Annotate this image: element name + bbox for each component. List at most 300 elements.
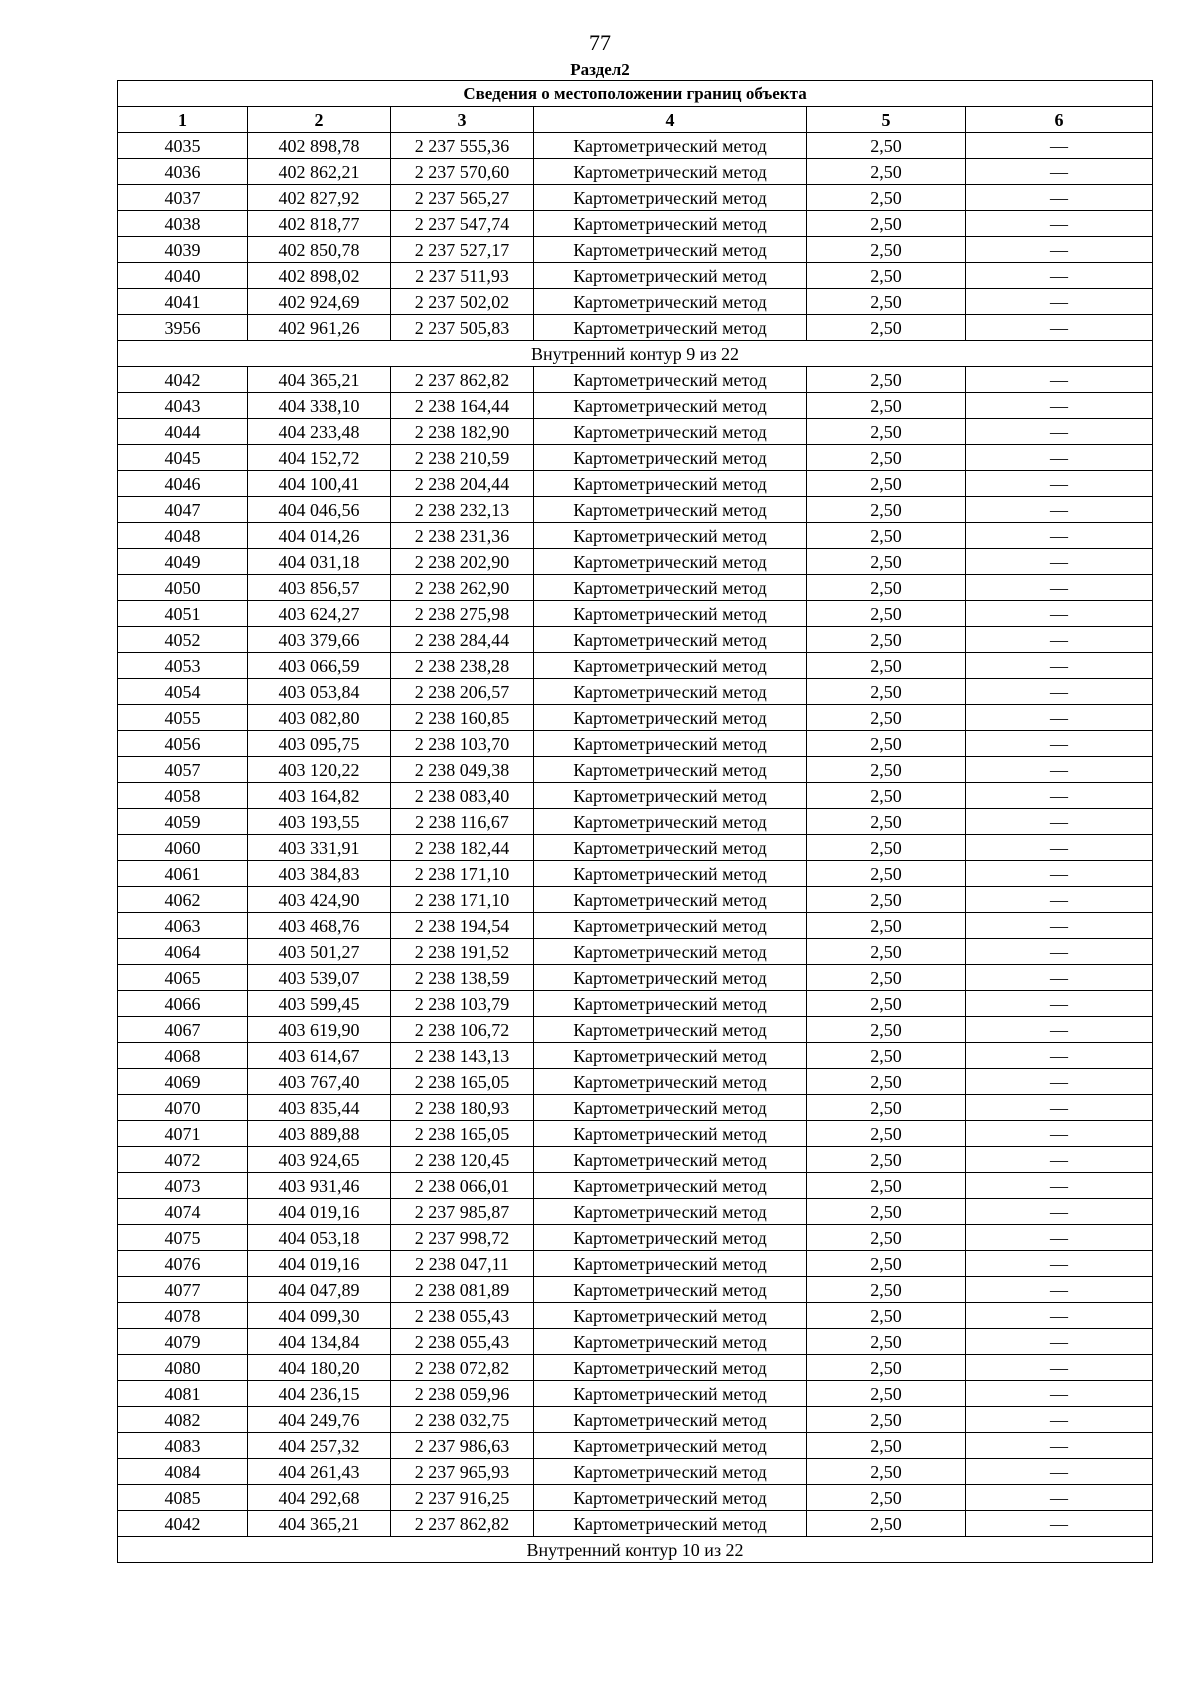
- precision-cell: 2,50: [807, 991, 966, 1017]
- table-row: [118, 133, 1153, 159]
- table-row: [118, 1381, 1153, 1407]
- method-cell: Картометрический метод: [534, 705, 807, 731]
- description-cell: —: [966, 731, 1153, 757]
- y-coordinate-cell: 2 238 238,28: [391, 653, 534, 679]
- point-number-cell: 4042: [118, 1511, 248, 1537]
- method-cell: Картометрический метод: [534, 939, 807, 965]
- precision-cell: 2,50: [807, 315, 966, 341]
- precision-cell: 2,50: [807, 1069, 966, 1095]
- table-body: [118, 133, 1153, 1563]
- y-coordinate-cell: 2 237 527,17: [391, 237, 534, 263]
- table-row: [118, 1511, 1153, 1537]
- x-coordinate-cell: 402 827,92: [248, 185, 391, 211]
- table-row: [118, 445, 1153, 471]
- method-cell: Картометрический метод: [534, 1303, 807, 1329]
- table-row: [118, 575, 1153, 601]
- x-coordinate-cell: 404 233,48: [248, 419, 391, 445]
- precision-cell: 2,50: [807, 783, 966, 809]
- method-cell: Картометрический метод: [534, 887, 807, 913]
- description-cell: —: [966, 861, 1153, 887]
- method-cell: Картометрический метод: [534, 185, 807, 211]
- y-coordinate-cell: 2 238 047,11: [391, 1251, 534, 1277]
- contour-label: Внутренний контур 10 из 22: [118, 1537, 1153, 1563]
- method-cell: Картометрический метод: [534, 159, 807, 185]
- y-coordinate-cell: 2 238 165,05: [391, 1121, 534, 1147]
- y-coordinate-cell: 2 238 232,13: [391, 497, 534, 523]
- table-row: [118, 991, 1153, 1017]
- description-cell: —: [966, 809, 1153, 835]
- description-cell: —: [966, 185, 1153, 211]
- method-cell: Картометрический метод: [534, 1147, 807, 1173]
- x-coordinate-cell: 404 257,32: [248, 1433, 391, 1459]
- x-coordinate-cell: 403 924,65: [248, 1147, 391, 1173]
- method-cell: Картометрический метод: [534, 523, 807, 549]
- point-number-cell: 4080: [118, 1355, 248, 1381]
- method-cell: Картометрический метод: [534, 549, 807, 575]
- method-cell: Картометрический метод: [534, 653, 807, 679]
- point-number-cell: 4041: [118, 289, 248, 315]
- table-row: [118, 1277, 1153, 1303]
- table-row: [118, 783, 1153, 809]
- description-cell: —: [966, 1303, 1153, 1329]
- method-cell: Картометрический метод: [534, 991, 807, 1017]
- description-cell: —: [966, 627, 1153, 653]
- point-number-cell: 4072: [118, 1147, 248, 1173]
- precision-cell: 2,50: [807, 367, 966, 393]
- x-coordinate-cell: 402 898,78: [248, 133, 391, 159]
- x-coordinate-cell: 403 767,40: [248, 1069, 391, 1095]
- description-cell: —: [966, 1173, 1153, 1199]
- table-row: [118, 263, 1153, 289]
- x-coordinate-cell: 404 031,18: [248, 549, 391, 575]
- column-header-row: [118, 107, 1153, 133]
- y-coordinate-cell: 2 238 284,44: [391, 627, 534, 653]
- point-number-cell: 4057: [118, 757, 248, 783]
- column-header: 2: [248, 107, 391, 133]
- x-coordinate-cell: 404 099,30: [248, 1303, 391, 1329]
- method-cell: Картометрический метод: [534, 601, 807, 627]
- x-coordinate-cell: 402 898,02: [248, 263, 391, 289]
- table-row: [118, 471, 1153, 497]
- table-row: [118, 1251, 1153, 1277]
- y-coordinate-cell: 2 238 160,85: [391, 705, 534, 731]
- method-cell: Картометрический метод: [534, 1225, 807, 1251]
- precision-cell: 2,50: [807, 1303, 966, 1329]
- description-cell: —: [966, 1511, 1153, 1537]
- method-cell: Картометрический метод: [534, 913, 807, 939]
- point-number-cell: 4035: [118, 133, 248, 159]
- point-number-cell: 4078: [118, 1303, 248, 1329]
- method-cell: Картометрический метод: [534, 1043, 807, 1069]
- method-cell: Картометрический метод: [534, 575, 807, 601]
- x-coordinate-cell: 403 856,57: [248, 575, 391, 601]
- x-coordinate-cell: 403 384,83: [248, 861, 391, 887]
- x-coordinate-cell: 402 924,69: [248, 289, 391, 315]
- y-coordinate-cell: 2 238 049,38: [391, 757, 534, 783]
- description-cell: —: [966, 1329, 1153, 1355]
- precision-cell: 2,50: [807, 445, 966, 471]
- contour-label: Внутренний контур 9 из 22: [118, 341, 1153, 367]
- x-coordinate-cell: 403 931,46: [248, 1173, 391, 1199]
- table-row: [118, 1095, 1153, 1121]
- table-row: [118, 731, 1153, 757]
- point-number-cell: 4085: [118, 1485, 248, 1511]
- y-coordinate-cell: 2 238 164,44: [391, 393, 534, 419]
- x-coordinate-cell: 404 019,16: [248, 1199, 391, 1225]
- precision-cell: 2,50: [807, 1043, 966, 1069]
- method-cell: Картометрический метод: [534, 263, 807, 289]
- precision-cell: 2,50: [807, 1459, 966, 1485]
- y-coordinate-cell: 2 238 072,82: [391, 1355, 534, 1381]
- precision-cell: 2,50: [807, 237, 966, 263]
- description-cell: —: [966, 1355, 1153, 1381]
- precision-cell: 2,50: [807, 1485, 966, 1511]
- method-cell: Картометрический метод: [534, 809, 807, 835]
- description-cell: —: [966, 367, 1153, 393]
- method-cell: Картометрический метод: [534, 1017, 807, 1043]
- method-cell: Картометрический метод: [534, 783, 807, 809]
- x-coordinate-cell: 403 614,67: [248, 1043, 391, 1069]
- table-title-row: [118, 81, 1153, 107]
- y-coordinate-cell: 2 238 180,93: [391, 1095, 534, 1121]
- point-number-cell: 4040: [118, 263, 248, 289]
- x-coordinate-cell: 403 599,45: [248, 991, 391, 1017]
- description-cell: —: [966, 315, 1153, 341]
- table-row: [118, 835, 1153, 861]
- x-coordinate-cell: 404 152,72: [248, 445, 391, 471]
- y-coordinate-cell: 2 238 171,10: [391, 887, 534, 913]
- precision-cell: 2,50: [807, 393, 966, 419]
- description-cell: —: [966, 237, 1153, 263]
- precision-cell: 2,50: [807, 575, 966, 601]
- x-coordinate-cell: 403 379,66: [248, 627, 391, 653]
- y-coordinate-cell: 2 237 986,63: [391, 1433, 534, 1459]
- description-cell: —: [966, 1199, 1153, 1225]
- description-cell: —: [966, 575, 1153, 601]
- method-cell: Картометрический метод: [534, 211, 807, 237]
- table-row: [118, 887, 1153, 913]
- y-coordinate-cell: 2 238 055,43: [391, 1303, 534, 1329]
- point-number-cell: 4054: [118, 679, 248, 705]
- method-cell: Картометрический метод: [534, 1173, 807, 1199]
- point-number-cell: 4079: [118, 1329, 248, 1355]
- boundary-coordinates-table: [117, 80, 1153, 1563]
- point-number-cell: 4053: [118, 653, 248, 679]
- y-coordinate-cell: 2 238 202,90: [391, 549, 534, 575]
- point-number-cell: 4063: [118, 913, 248, 939]
- method-cell: Картометрический метод: [534, 835, 807, 861]
- point-number-cell: 4051: [118, 601, 248, 627]
- y-coordinate-cell: 2 238 165,05: [391, 1069, 534, 1095]
- precision-cell: 2,50: [807, 601, 966, 627]
- x-coordinate-cell: 404 100,41: [248, 471, 391, 497]
- precision-cell: 2,50: [807, 263, 966, 289]
- method-cell: Картометрический метод: [534, 133, 807, 159]
- table-row: [118, 1017, 1153, 1043]
- x-coordinate-cell: 403 835,44: [248, 1095, 391, 1121]
- description-cell: —: [966, 471, 1153, 497]
- contour-row: [118, 1537, 1153, 1563]
- x-coordinate-cell: 403 193,55: [248, 809, 391, 835]
- y-coordinate-cell: 2 238 066,01: [391, 1173, 534, 1199]
- table-row: [118, 393, 1153, 419]
- point-number-cell: 4036: [118, 159, 248, 185]
- table-row: [118, 419, 1153, 445]
- description-cell: —: [966, 1017, 1153, 1043]
- table-row: [118, 1173, 1153, 1199]
- table-row: [118, 1459, 1153, 1485]
- method-cell: Картометрический метод: [534, 237, 807, 263]
- x-coordinate-cell: 404 047,89: [248, 1277, 391, 1303]
- x-coordinate-cell: 403 120,22: [248, 757, 391, 783]
- description-cell: —: [966, 991, 1153, 1017]
- description-cell: —: [966, 939, 1153, 965]
- table-row: [118, 367, 1153, 393]
- table-row: [118, 159, 1153, 185]
- method-cell: Картометрический метод: [534, 1277, 807, 1303]
- table-row: [118, 1355, 1153, 1381]
- x-coordinate-cell: 403 468,76: [248, 913, 391, 939]
- precision-cell: 2,50: [807, 627, 966, 653]
- table-row: [118, 1199, 1153, 1225]
- point-number-cell: 4052: [118, 627, 248, 653]
- table-row: [118, 1329, 1153, 1355]
- method-cell: Картометрический метод: [534, 289, 807, 315]
- table-row: [118, 315, 1153, 341]
- description-cell: —: [966, 601, 1153, 627]
- table-row: [118, 861, 1153, 887]
- description-cell: —: [966, 1095, 1153, 1121]
- description-cell: —: [966, 887, 1153, 913]
- table-row: [118, 237, 1153, 263]
- description-cell: —: [966, 653, 1153, 679]
- x-coordinate-cell: 403 624,27: [248, 601, 391, 627]
- y-coordinate-cell: 2 238 191,52: [391, 939, 534, 965]
- precision-cell: 2,50: [807, 1225, 966, 1251]
- y-coordinate-cell: 2 238 059,96: [391, 1381, 534, 1407]
- table-row: [118, 1303, 1153, 1329]
- column-header: 6: [966, 107, 1153, 133]
- method-cell: Картометрический метод: [534, 1069, 807, 1095]
- precision-cell: 2,50: [807, 1511, 966, 1537]
- description-cell: —: [966, 1121, 1153, 1147]
- description-cell: —: [966, 835, 1153, 861]
- method-cell: Картометрический метод: [534, 861, 807, 887]
- method-cell: Картометрический метод: [534, 315, 807, 341]
- y-coordinate-cell: 2 237 555,36: [391, 133, 534, 159]
- x-coordinate-cell: 402 818,77: [248, 211, 391, 237]
- y-coordinate-cell: 2 238 182,44: [391, 835, 534, 861]
- x-coordinate-cell: 403 082,80: [248, 705, 391, 731]
- precision-cell: 2,50: [807, 1433, 966, 1459]
- point-number-cell: 4047: [118, 497, 248, 523]
- y-coordinate-cell: 2 238 275,98: [391, 601, 534, 627]
- x-coordinate-cell: 403 095,75: [248, 731, 391, 757]
- precision-cell: 2,50: [807, 965, 966, 991]
- x-coordinate-cell: 403 331,91: [248, 835, 391, 861]
- precision-cell: 2,50: [807, 1355, 966, 1381]
- precision-cell: 2,50: [807, 159, 966, 185]
- precision-cell: 2,50: [807, 835, 966, 861]
- point-number-cell: 4044: [118, 419, 248, 445]
- point-number-cell: 4067: [118, 1017, 248, 1043]
- y-coordinate-cell: 2 238 138,59: [391, 965, 534, 991]
- point-number-cell: 4038: [118, 211, 248, 237]
- table-title: Сведения о местоположении границ объекта: [118, 81, 1153, 107]
- method-cell: Картометрический метод: [534, 757, 807, 783]
- point-number-cell: 4076: [118, 1251, 248, 1277]
- precision-cell: 2,50: [807, 731, 966, 757]
- point-number-cell: 4061: [118, 861, 248, 887]
- precision-cell: 2,50: [807, 1147, 966, 1173]
- description-cell: —: [966, 1277, 1153, 1303]
- method-cell: Картометрический метод: [534, 1329, 807, 1355]
- y-coordinate-cell: 2 238 120,45: [391, 1147, 534, 1173]
- table-row: [118, 1407, 1153, 1433]
- column-header: 1: [118, 107, 248, 133]
- precision-cell: 2,50: [807, 1199, 966, 1225]
- precision-cell: 2,50: [807, 289, 966, 315]
- description-cell: —: [966, 783, 1153, 809]
- description-cell: —: [966, 1225, 1153, 1251]
- y-coordinate-cell: 2 238 106,72: [391, 1017, 534, 1043]
- y-coordinate-cell: 2 238 143,13: [391, 1043, 534, 1069]
- precision-cell: 2,50: [807, 419, 966, 445]
- x-coordinate-cell: 403 066,59: [248, 653, 391, 679]
- y-coordinate-cell: 2 238 204,44: [391, 471, 534, 497]
- x-coordinate-cell: 403 539,07: [248, 965, 391, 991]
- point-number-cell: 4068: [118, 1043, 248, 1069]
- y-coordinate-cell: 2 237 570,60: [391, 159, 534, 185]
- y-coordinate-cell: 2 238 231,36: [391, 523, 534, 549]
- y-coordinate-cell: 2 237 965,93: [391, 1459, 534, 1485]
- section-title: Раздел2: [570, 60, 630, 79]
- point-number-cell: 4062: [118, 887, 248, 913]
- precision-cell: 2,50: [807, 1329, 966, 1355]
- method-cell: Картометрический метод: [534, 1121, 807, 1147]
- point-number-cell: 4074: [118, 1199, 248, 1225]
- y-coordinate-cell: 2 238 055,43: [391, 1329, 534, 1355]
- point-number-cell: 4071: [118, 1121, 248, 1147]
- column-header: 4: [534, 107, 807, 133]
- point-number-cell: 4066: [118, 991, 248, 1017]
- method-cell: Картометрический метод: [534, 1381, 807, 1407]
- method-cell: Картометрический метод: [534, 393, 807, 419]
- precision-cell: 2,50: [807, 1251, 966, 1277]
- x-coordinate-cell: 404 134,84: [248, 1329, 391, 1355]
- description-cell: —: [966, 393, 1153, 419]
- table-row: [118, 627, 1153, 653]
- precision-cell: 2,50: [807, 913, 966, 939]
- precision-cell: 2,50: [807, 1407, 966, 1433]
- description-cell: —: [966, 1433, 1153, 1459]
- method-cell: Картометрический метод: [534, 1485, 807, 1511]
- table-row: [118, 1225, 1153, 1251]
- y-coordinate-cell: 2 237 565,27: [391, 185, 534, 211]
- y-coordinate-cell: 2 238 194,54: [391, 913, 534, 939]
- precision-cell: 2,50: [807, 497, 966, 523]
- y-coordinate-cell: 2 238 083,40: [391, 783, 534, 809]
- x-coordinate-cell: 402 862,21: [248, 159, 391, 185]
- point-number-cell: 4058: [118, 783, 248, 809]
- table-row: [118, 601, 1153, 627]
- y-coordinate-cell: 2 237 862,82: [391, 1511, 534, 1537]
- precision-cell: 2,50: [807, 1017, 966, 1043]
- description-cell: —: [966, 1485, 1153, 1511]
- method-cell: Картометрический метод: [534, 965, 807, 991]
- table-row: [118, 185, 1153, 211]
- point-number-cell: 4042: [118, 367, 248, 393]
- precision-cell: 2,50: [807, 1277, 966, 1303]
- precision-cell: 2,50: [807, 861, 966, 887]
- table-row: [118, 1433, 1153, 1459]
- table-row: [118, 939, 1153, 965]
- precision-cell: 2,50: [807, 471, 966, 497]
- table-row: [118, 679, 1153, 705]
- y-coordinate-cell: 2 238 171,10: [391, 861, 534, 887]
- y-coordinate-cell: 2 237 547,74: [391, 211, 534, 237]
- table-row: [118, 549, 1153, 575]
- contour-row: [118, 341, 1153, 367]
- description-cell: —: [966, 263, 1153, 289]
- y-coordinate-cell: 2 238 103,70: [391, 731, 534, 757]
- x-coordinate-cell: 402 961,26: [248, 315, 391, 341]
- x-coordinate-cell: 403 889,88: [248, 1121, 391, 1147]
- point-number-cell: 4073: [118, 1173, 248, 1199]
- method-cell: Картометрический метод: [534, 1199, 807, 1225]
- point-number-cell: 4084: [118, 1459, 248, 1485]
- table-row: [118, 705, 1153, 731]
- x-coordinate-cell: 404 053,18: [248, 1225, 391, 1251]
- y-coordinate-cell: 2 237 502,02: [391, 289, 534, 315]
- point-number-cell: 4070: [118, 1095, 248, 1121]
- x-coordinate-cell: 404 236,15: [248, 1381, 391, 1407]
- description-cell: —: [966, 1147, 1153, 1173]
- point-number-cell: 4049: [118, 549, 248, 575]
- point-number-cell: 4045: [118, 445, 248, 471]
- point-number-cell: 3956: [118, 315, 248, 341]
- table-row: [118, 965, 1153, 991]
- x-coordinate-cell: 404 365,21: [248, 367, 391, 393]
- method-cell: Картометрический метод: [534, 471, 807, 497]
- description-cell: —: [966, 133, 1153, 159]
- x-coordinate-cell: 403 424,90: [248, 887, 391, 913]
- x-coordinate-cell: 403 164,82: [248, 783, 391, 809]
- precision-cell: 2,50: [807, 653, 966, 679]
- precision-cell: 2,50: [807, 549, 966, 575]
- y-coordinate-cell: 2 237 998,72: [391, 1225, 534, 1251]
- description-cell: —: [966, 419, 1153, 445]
- table-row: [118, 1121, 1153, 1147]
- table-row: [118, 809, 1153, 835]
- point-number-cell: 4050: [118, 575, 248, 601]
- column-header: 5: [807, 107, 966, 133]
- precision-cell: 2,50: [807, 211, 966, 237]
- description-cell: —: [966, 1381, 1153, 1407]
- description-cell: —: [966, 1407, 1153, 1433]
- y-coordinate-cell: 2 238 103,79: [391, 991, 534, 1017]
- point-number-cell: 4039: [118, 237, 248, 263]
- point-number-cell: 4065: [118, 965, 248, 991]
- point-number-cell: 4059: [118, 809, 248, 835]
- description-cell: —: [966, 1043, 1153, 1069]
- table-row: [118, 1147, 1153, 1173]
- description-cell: —: [966, 497, 1153, 523]
- table-row: [118, 757, 1153, 783]
- description-cell: —: [966, 965, 1153, 991]
- precision-cell: 2,50: [807, 1095, 966, 1121]
- point-number-cell: 4055: [118, 705, 248, 731]
